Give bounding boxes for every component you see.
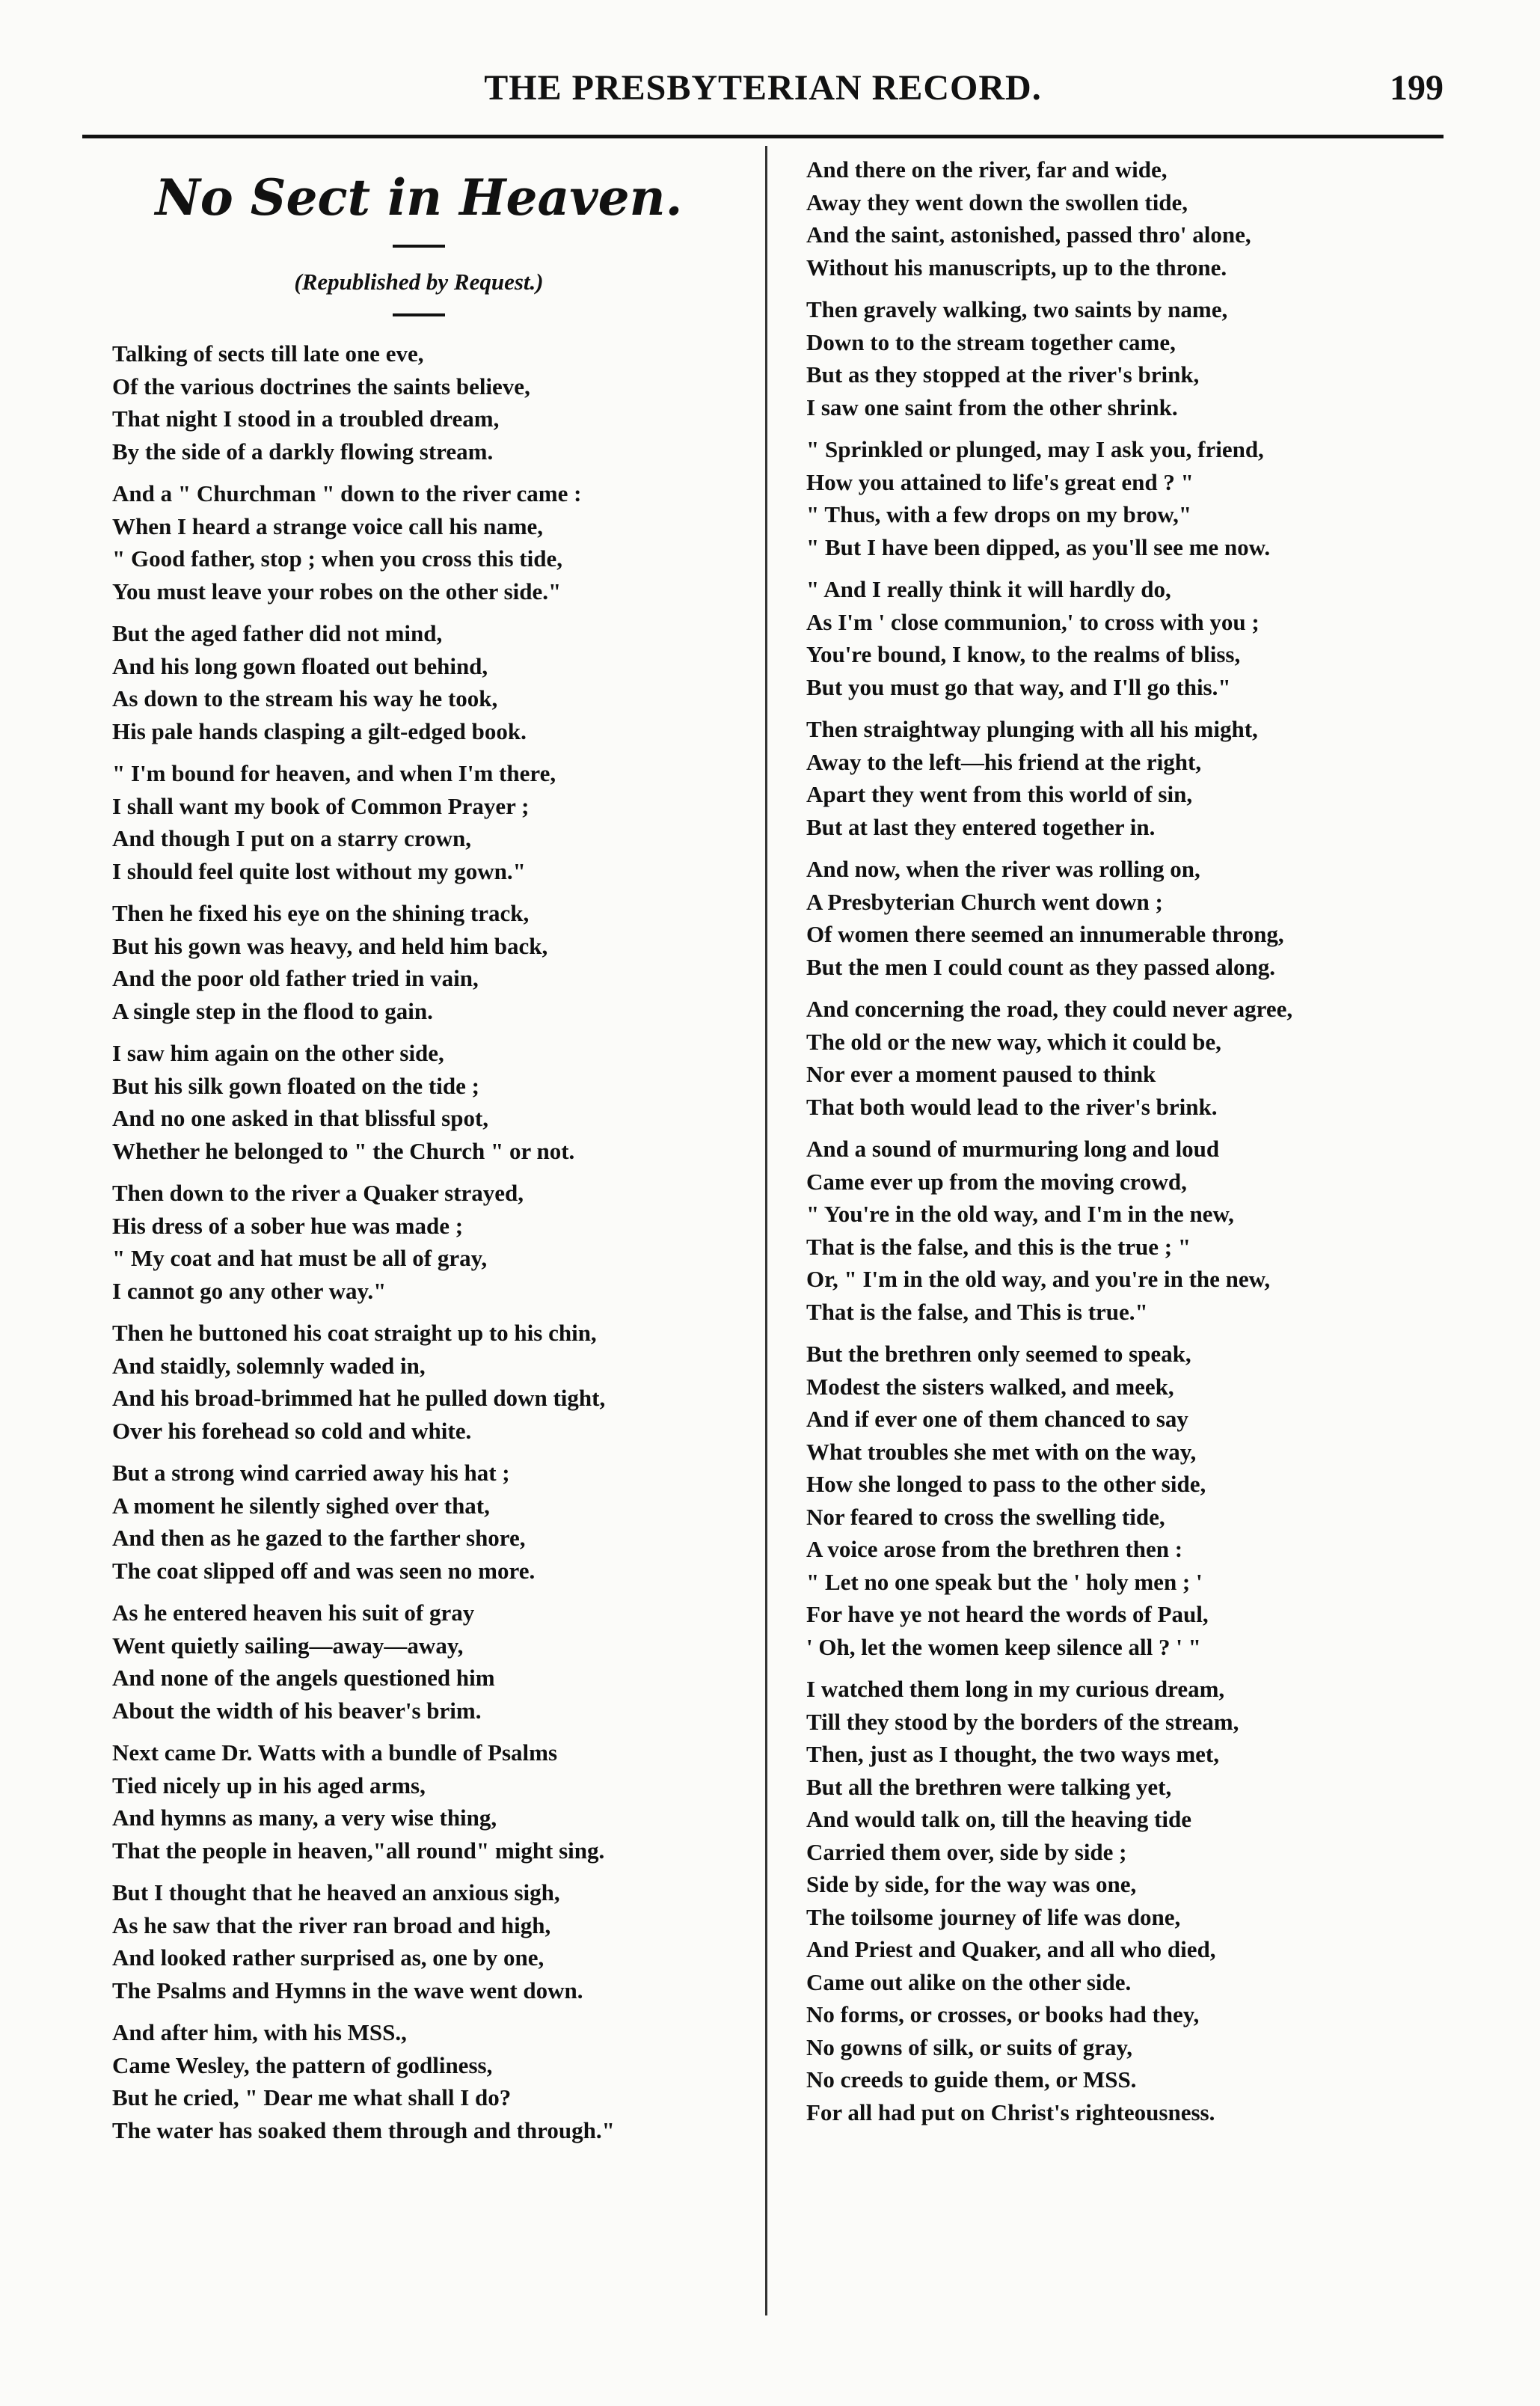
right-column (806, 153, 1449, 2138)
poem-line: For all had put on Christ's righteousness. (806, 2099, 1215, 2125)
poem-line: The toilsome journey of life was done, (806, 1903, 1181, 1930)
poem-line: But a strong wind carried away his hat ; (112, 1460, 510, 1486)
stanza (112, 477, 755, 607)
poem-line: I shall want my book of Common Prayer ; (112, 792, 530, 819)
poem-line: Without his manuscripts, up to the throne. (806, 254, 1227, 281)
poem-line: Then straightway plunging with all his might, (806, 716, 1258, 742)
stanza (806, 433, 1449, 563)
poem-line: Whether he belonged to " the Church " or not. (112, 1137, 575, 1164)
poem-line: As he entered heaven his suit of gray (112, 1600, 475, 1626)
poem-line: I saw one saint from the other shrink. (806, 394, 1178, 420)
stanza (806, 153, 1449, 284)
poem-line: Came ever up from the moving crowd, (806, 1168, 1187, 1195)
poem-line: When I heard a strange voice call his name, (112, 512, 544, 539)
poem-line: Then, just as I thought, the two ways met, (806, 1741, 1220, 1767)
poem-line: And no one asked in that blissful spot, (112, 1105, 489, 1131)
poem-line: Over his forehead so cold and white. (112, 1417, 472, 1444)
poem-line: But the men I could count as they passed along. (806, 953, 1275, 980)
poem-line: For have ye not heard the words of Paul, (806, 1601, 1209, 1627)
poem-line: A Presbyterian Church went down ; (806, 888, 1163, 915)
poem-line: And a sound of murmuring long and loud (806, 1136, 1220, 1162)
stanza (806, 713, 1449, 843)
stanza (112, 1736, 755, 1867)
page-header (82, 66, 1444, 126)
column-divider (765, 146, 767, 2315)
stanza (806, 1133, 1449, 1328)
poem-line: That is the false, and This is true." (806, 1298, 1148, 1325)
stanza (112, 2016, 755, 2146)
stanza (806, 1673, 1449, 2128)
stanza (806, 293, 1449, 423)
poem-line: Down to to the stream together came, (806, 328, 1176, 355)
poem-line: But the aged father did not mind, (112, 620, 443, 646)
stanza (806, 1338, 1449, 1663)
poem-line: A single step in the flood to gain. (112, 997, 433, 1024)
stanza (112, 617, 755, 747)
stanza (112, 1457, 755, 1587)
poem-line: A voice arose from the brethren then : (806, 1536, 1183, 1562)
poem-line: No gowns of silk, or suits of gray, (806, 2033, 1133, 2060)
poem-line: Away to the left—his friend at the right, (806, 748, 1202, 775)
right-stanzas (806, 153, 1449, 2128)
stanza (806, 993, 1449, 1123)
poem-line: " I'm bound for heaven, and when I'm there, (112, 760, 556, 786)
title-rule (393, 245, 445, 248)
poem-line: But at last they entered together in. (806, 813, 1156, 840)
poem-line: His pale hands clasping a gilt-edged book. (112, 717, 527, 744)
poem-line: But as they stopped at the river's brink, (806, 361, 1200, 388)
stanza (112, 1317, 755, 1447)
poem-line: " My coat and hat must be all of gray, (112, 1245, 488, 1271)
poem-line: The water has soaked them through and through." (112, 2116, 615, 2143)
poem-line: Then he fixed his eye on the shining track, (112, 900, 530, 926)
poem-line: " And I really think it will hardly do, (806, 576, 1171, 602)
poem-line: " But I have been dipped, as you'll see me now. (806, 533, 1271, 560)
poem-line: And looked rather surprised as, one by one, (112, 1944, 544, 1971)
stanza (806, 573, 1449, 703)
poem-line: Then gravely walking, two saints by name, (806, 296, 1228, 322)
poem-line: Tied nicely up in his aged arms, (112, 1772, 426, 1799)
page-number: 199 (1390, 68, 1444, 108)
poem-line: But he cried, " Dear me what shall I do? (112, 2084, 512, 2110)
poem-line: Side by side, for the way was one, (806, 1871, 1137, 1897)
poem-line: The coat slipped off and was seen no more. (112, 1557, 536, 1584)
poem-line: But the brethren only seemed to speak, (806, 1341, 1191, 1367)
poem-line: You must leave your robes on the other side." (112, 578, 562, 604)
poem-line: As he saw that the river ran broad and high, (112, 1911, 551, 1938)
stanza (112, 1037, 755, 1167)
poem-line: The Psalms and Hymns in the wave went down. (112, 1977, 583, 2004)
poem-line: I should feel quite lost without my gown." (112, 857, 526, 884)
poem-line: " You're in the old way, and I'm in the new, (806, 1201, 1234, 1227)
poem-line: As I'm ' close communion,' to cross with you ; (806, 608, 1260, 635)
poem-line: Then he buttoned his coat straight up to his chin, (112, 1320, 597, 1346)
poem-line: I saw him again on the other side, (112, 1040, 444, 1066)
poem-line: No forms, or crosses, or books had they, (806, 2001, 1200, 2027)
poem-line: And if ever one of them chanced to say (806, 1406, 1188, 1432)
poem-line: Nor ever a moment paused to think (806, 1061, 1156, 1087)
stanza (112, 1597, 755, 1727)
poem-line: Then down to the river a Quaker strayed, (112, 1180, 524, 1206)
left-stanzas (112, 337, 755, 2146)
poem-line: And Priest and Quaker, and all who died, (806, 1936, 1216, 1962)
poem-line: And his broad-brimmed hat he pulled down tight, (112, 1385, 606, 1411)
poem-line: But you must go that way, and I'll go this." (806, 673, 1231, 700)
poem-line: And concerning the road, they could never agree, (806, 996, 1293, 1022)
stanza (112, 1177, 755, 1307)
poem-line: As down to the stream his way he took, (112, 685, 498, 711)
poem-line: You're bound, I know, to the realms of bliss, (806, 641, 1241, 667)
poem-line: And the saint, astonished, passed thro' alone, (806, 221, 1251, 248)
poem-line: And there on the river, far and wide, (806, 156, 1168, 183)
poem-line: His dress of a sober hue was made ; (112, 1212, 464, 1239)
poem-line: But all the brethren were talking yet, (806, 1773, 1172, 1800)
poem-line: But his silk gown floated on the tide ; (112, 1072, 479, 1099)
poem-line: Apart they went from this world of sin, (806, 781, 1193, 807)
poem-line: Carried them over, side by side ; (806, 1838, 1127, 1865)
poem-line: And after him, with his MSS., (112, 2019, 407, 2045)
poem-line: That is the false, and this is the true ; " (806, 1233, 1191, 1260)
journal-title: THE PRESBYTERIAN RECORD. (484, 68, 1042, 108)
poem-line: That the people in heaven,"all round" might sing. (112, 1837, 605, 1864)
poem-line: That night I stood in a troubled dream, (112, 405, 500, 432)
poem-line: Came out alike on the other side. (806, 1968, 1132, 1995)
poem-line: Till they stood by the borders of the stream, (806, 1708, 1239, 1735)
poem-line: Next came Dr. Watts with a bundle of Psalms (112, 1739, 558, 1766)
poem-line: But I thought that he heaved an anxious sigh, (112, 1879, 560, 1905)
poem-line: And though I put on a starry crown, (112, 825, 472, 851)
stanza (112, 1876, 755, 2006)
stanza (112, 757, 755, 887)
poem-line: I watched them long in my curious dream, (806, 1676, 1225, 1702)
poem-line: Of the various doctrines the saints believe, (112, 373, 530, 400)
poem-line: About the width of his beaver's brim. (112, 1697, 482, 1724)
header-rule (82, 135, 1444, 138)
poem-line: Or, " I'm in the old way, and you're in the new, (806, 1266, 1271, 1292)
poem-line: And his long gown floated out behind, (112, 652, 488, 679)
poem-line: But his gown was heavy, and held him back, (112, 932, 548, 959)
poem-line: What troubles she met with on the way, (806, 1438, 1197, 1465)
stanza (112, 897, 755, 1027)
poem-line: And none of the angels questioned him (112, 1665, 495, 1691)
poem-line: How you attained to life's great end ? " (806, 468, 1194, 495)
poem-line: Talking of sects till late one eve, (112, 340, 424, 367)
poem-line: A moment he silently sighed over that, (112, 1492, 490, 1519)
stanza (112, 337, 755, 468)
poem-line: And a " Churchman " down to the river came : (112, 480, 582, 506)
poem-line: Came Wesley, the pattern of godliness, (112, 2051, 493, 2078)
poem-line: And staidly, solemnly waded in, (112, 1352, 426, 1379)
poem-subtitle: (Republished by Request.) (294, 269, 544, 295)
poem-line: Modest the sisters walked, and meek, (806, 1373, 1174, 1400)
subtitle-rule (393, 313, 445, 316)
poem-line: And then as he gazed to the farther shore, (112, 1525, 526, 1551)
poem-line: And hymns as many, a very wise thing, (112, 1804, 497, 1831)
poem-line: " Let no one speak but the ' holy men ; ' (806, 1568, 1203, 1595)
poem-line: No creeds to guide them, or MSS. (806, 2066, 1137, 2093)
poem-line: How she longed to pass to the other side, (806, 1471, 1206, 1497)
poem-line: Away they went down the swollen tide, (806, 189, 1188, 215)
poem-line: Went quietly sailing—away—away, (112, 1632, 464, 1659)
poem-line: " Thus, with a few drops on my brow," (806, 501, 1192, 527)
poem-line: The old or the new way, which it could be, (806, 1028, 1221, 1055)
poem-line: I cannot go any other way." (112, 1277, 387, 1304)
poem-line: ' Oh, let the women keep silence all ? ' " (806, 1633, 1201, 1660)
stanza (806, 853, 1449, 983)
poem-line: And the poor old father tried in vain, (112, 965, 479, 991)
poem-line: Nor feared to cross the swelling tide, (806, 1503, 1165, 1530)
left-column (112, 153, 755, 2156)
poem-line: " Sprinkled or plunged, may I ask you, friend, (806, 436, 1264, 462)
poem-line: That both would lead to the river's brink. (806, 1093, 1218, 1120)
poem-line: And would talk on, till the heaving tide (806, 1806, 1192, 1832)
poem-title: No Sect in Heaven. (155, 168, 683, 227)
poem-line: By the side of a darkly flowing stream. (112, 438, 494, 465)
poem-line: Of women there seemed an innumerable throng, (806, 921, 1284, 947)
poem-line: " Good father, stop ; when you cross this tide, (112, 545, 562, 572)
poem-line: And now, when the river was rolling on, (806, 856, 1200, 882)
